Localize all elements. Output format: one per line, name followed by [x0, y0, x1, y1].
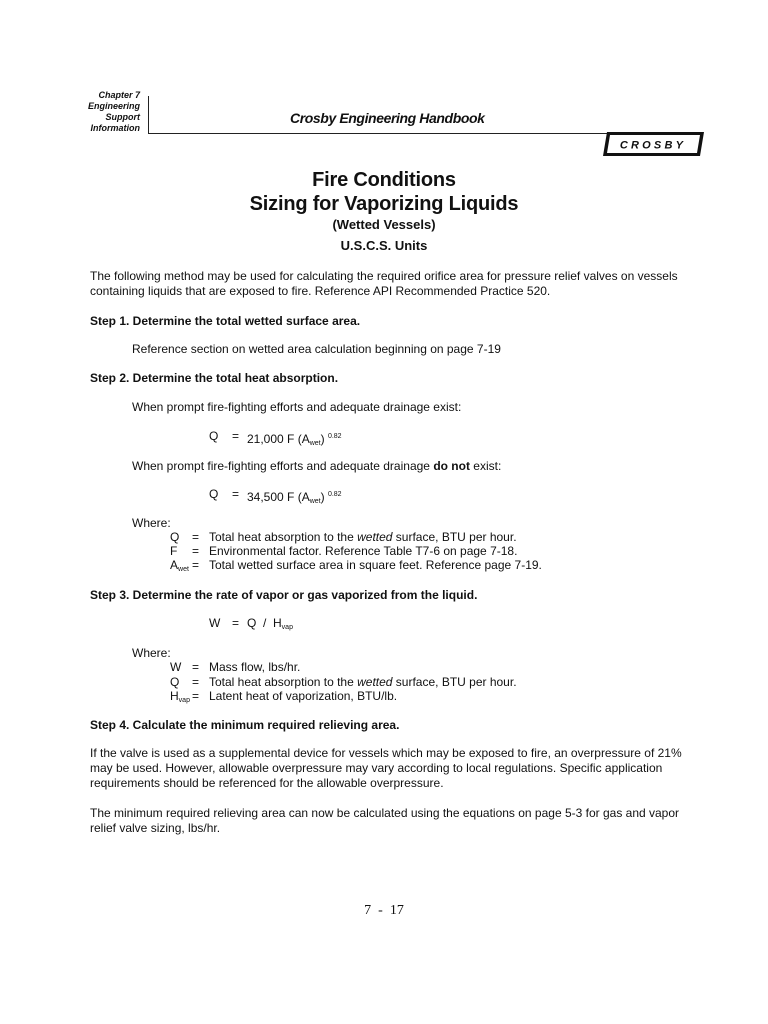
paragraph-line: The minimum required relieving area can now be calculated using the equations on page 5-3 for gas and vapor: [90, 806, 680, 820]
header-vertical-rule: [148, 96, 149, 134]
chapter-line: Support: [105, 112, 140, 122]
page-title: Fire Conditions: [312, 169, 456, 191]
page-subtitle-qualifier: (Wetted Vessels): [332, 217, 436, 232]
handbook-title: Crosby Engineering Handbook: [290, 110, 485, 126]
step2-heading: Step 2. Determine the total heat absorption.: [90, 371, 339, 385]
logo-wordmark: CROSBY: [619, 139, 687, 152]
chapter-line: Chapter 7: [98, 90, 140, 100]
paragraph-line: If the valve is used as a supplemental device for vessels which may be exposed to fire, an overpressure of 21%: [90, 746, 682, 760]
where-label: Where:: [132, 516, 171, 530]
paragraph-line: relief valve sizing, lbs/hr.: [90, 821, 221, 835]
step1-heading: Step 1. Determine the total wetted surface area.: [90, 314, 361, 328]
step4-heading: Step 4. Calculate the minimum required relieving area.: [90, 718, 400, 732]
chapter-line: Engineering: [87, 101, 140, 111]
page-number: 7 - 17: [364, 903, 404, 918]
step1-text: Reference section on wetted area calculation beginning on page 7-19: [132, 342, 501, 356]
crosby-logo: [603, 131, 705, 157]
units-label: U.S.C.S. Units: [340, 238, 428, 253]
chapter-label: [60, 90, 140, 134]
page-subtitle: Sizing for Vaporizing Liquids: [249, 193, 519, 215]
paragraph-line: may be used. However, allowable overpressure may vary according to local regulations. Specific application: [90, 761, 663, 775]
step2-condition: When prompt fire-fighting efforts and adequate drainage exist:: [132, 400, 462, 414]
intro-line: containing liquids that are exposed to fire. Reference API Recommended Practice 520.: [90, 284, 551, 298]
step3-heading: Step 3. Determine the rate of vapor or gas vaporized from the liquid.: [90, 588, 478, 602]
step2-condition: When prompt fire-fighting efforts and adequate drainage do not exist:: [132, 459, 502, 473]
chapter-line: Information: [90, 123, 140, 133]
intro-line: The following method may be used for calculating the required orifice area for pressure relief valves on vessels: [90, 269, 678, 283]
paragraph-line: requirements should be referenced for the allowable overpressure.: [90, 776, 444, 790]
where-label: Where:: [132, 646, 171, 660]
